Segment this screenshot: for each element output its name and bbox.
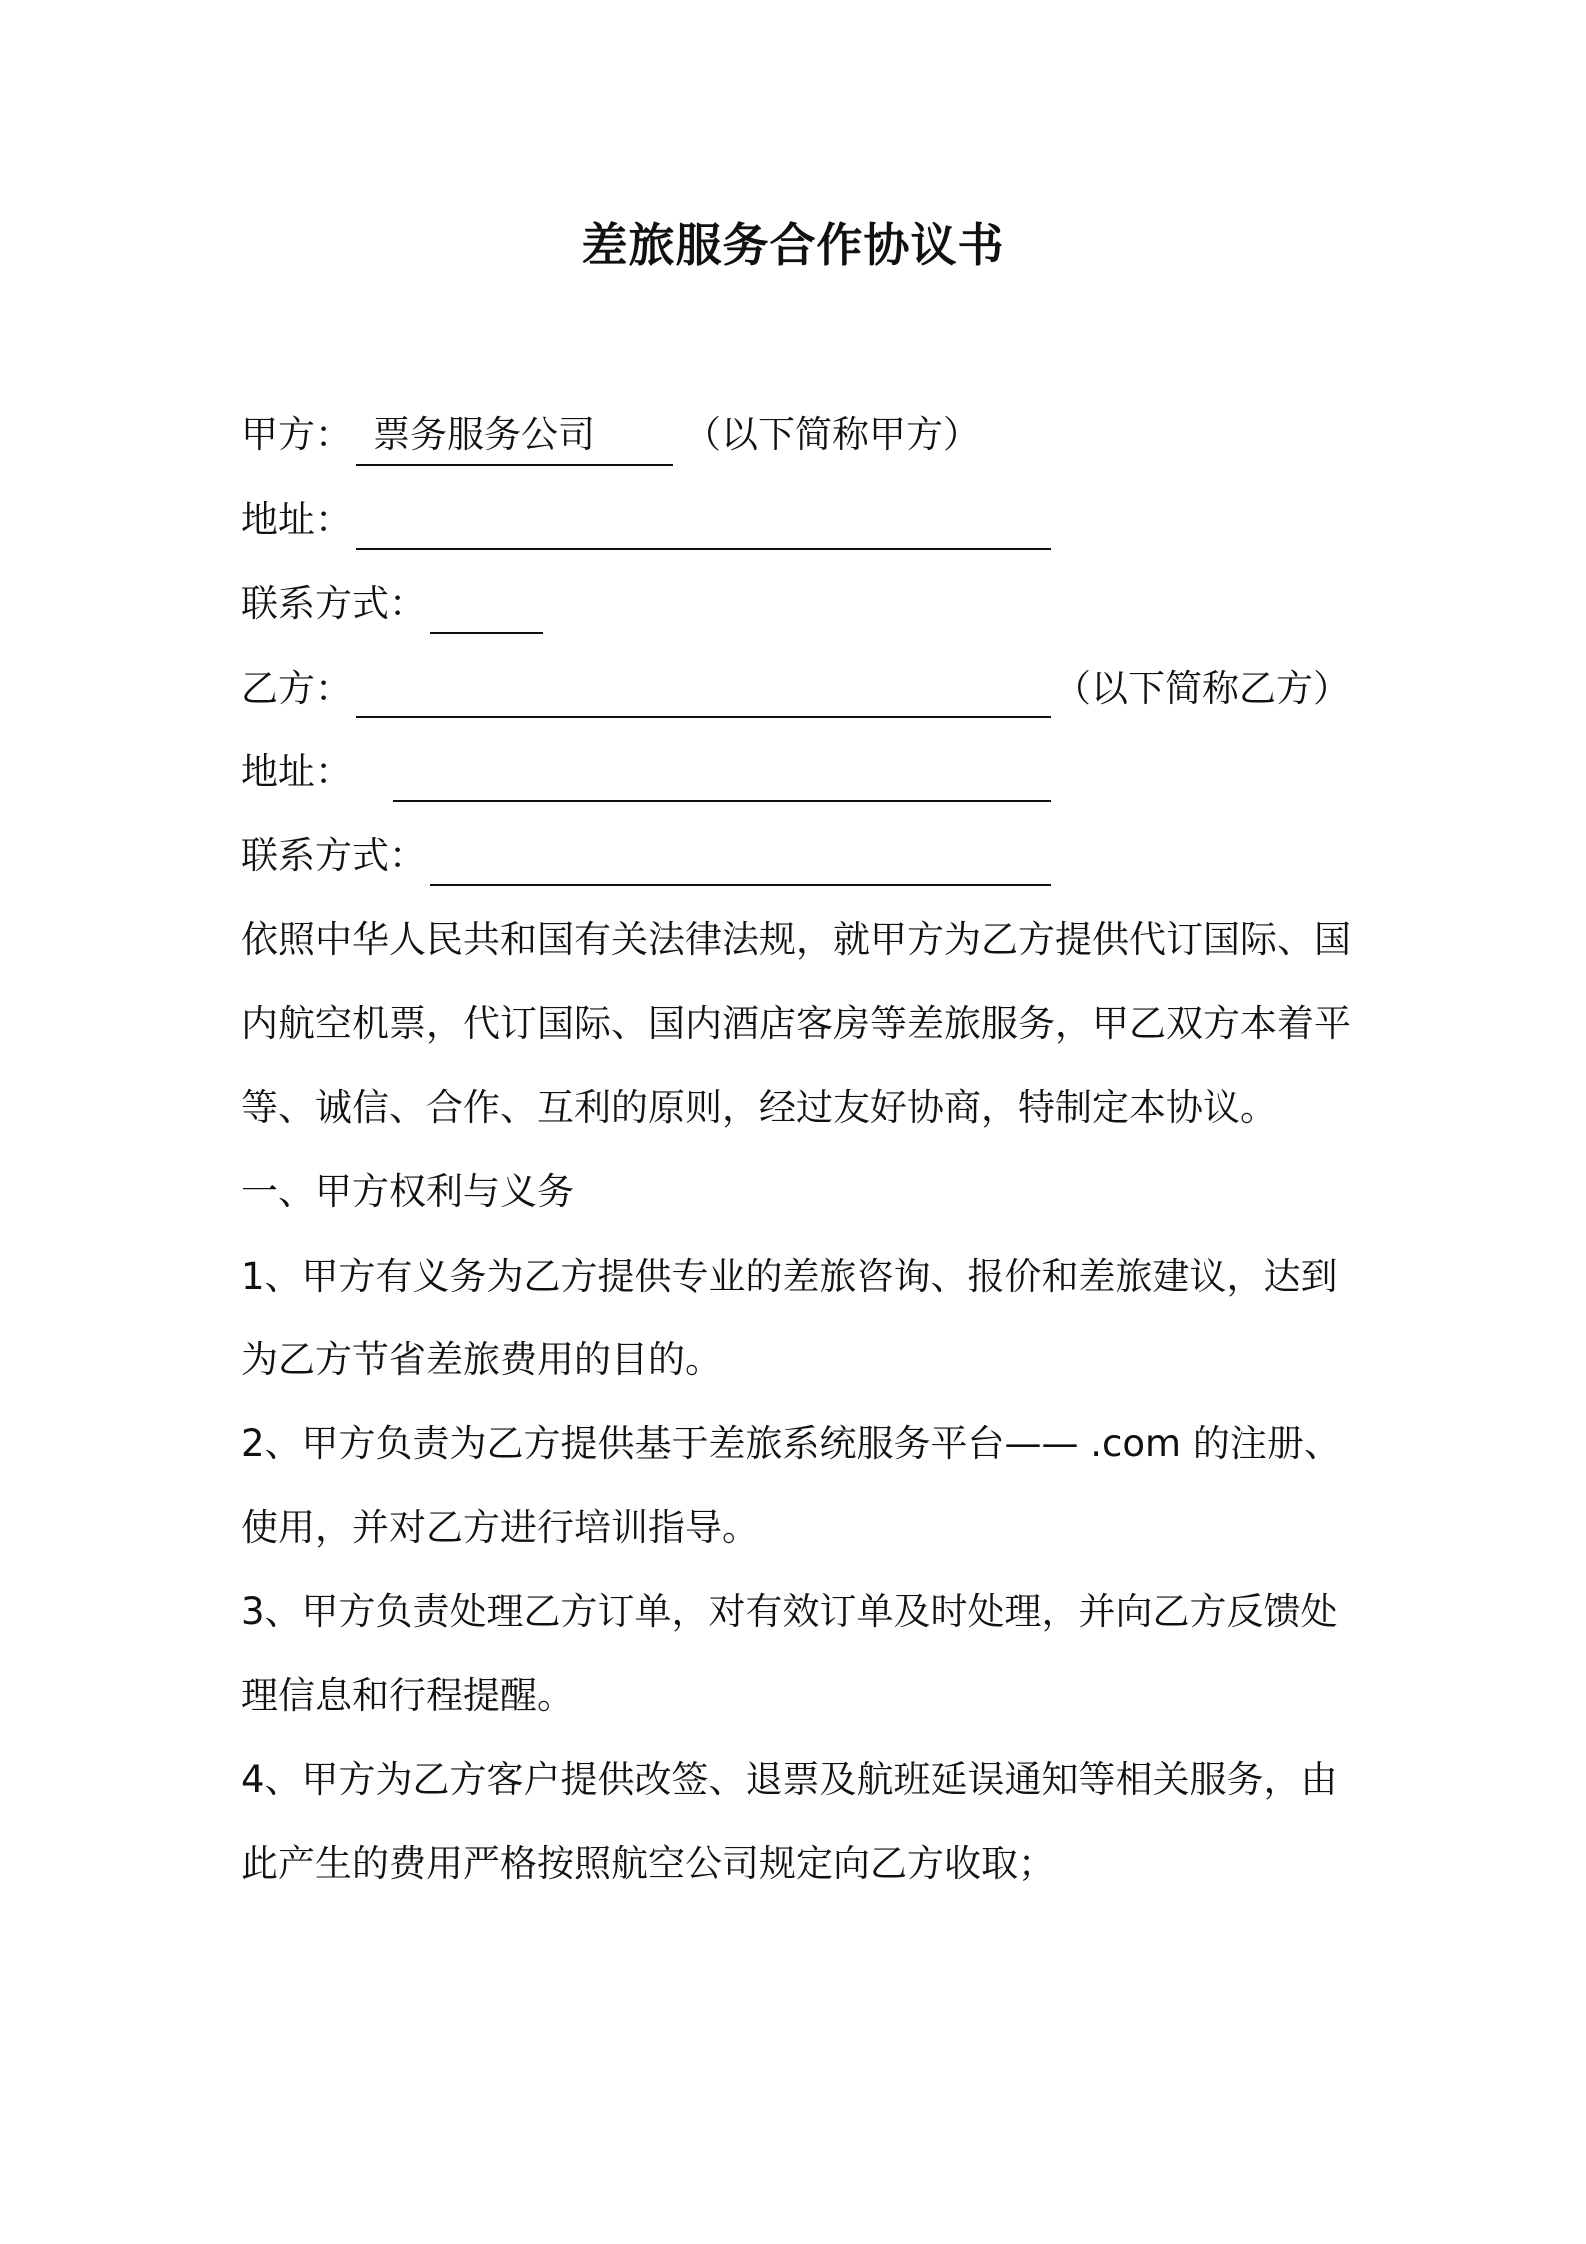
clause-line: 3、甲方负责处理乙方订单，对有效订单及时处理，并向乙方反馈处: [241, 1590, 1338, 1633]
party-b-note: （以下简称乙方）: [1054, 667, 1350, 710]
party-a-contact-label: 联系方式：: [241, 582, 426, 625]
clause-line: 使用，并对乙方进行培训指导。: [241, 1506, 759, 1549]
party-a-address-label: 地址：: [241, 498, 352, 541]
party-a-underline: [356, 464, 673, 466]
party-b-address-label: 地址：: [241, 750, 352, 793]
party-a-contact-underline: [430, 632, 543, 634]
clause-line: 1、甲方有义务为乙方提供专业的差旅咨询、报价和差旅建议，达到: [241, 1255, 1338, 1298]
party-b-address-underline: [393, 800, 1051, 802]
clause-line: 4、甲方为乙方客户提供改签、退票及航班延误通知等相关服务，由: [241, 1758, 1338, 1801]
clause-line: 为乙方节省差旅费用的目的。: [241, 1338, 722, 1381]
party-b-contact-label: 联系方式：: [241, 834, 426, 877]
intro-line: 依照中华人民共和国有关法律法规，就甲方为乙方提供代订国际、国: [241, 918, 1351, 961]
document-title: 差旅服务合作协议书: [581, 218, 1005, 272]
clause-line: 此产生的费用严格按照航空公司规定向乙方收取；: [241, 1842, 1055, 1885]
party-a-address-underline: [356, 548, 1051, 550]
party-b-label: 乙方：: [241, 667, 352, 710]
party-b-contact-underline: [430, 884, 1051, 886]
clause-line: 理信息和行程提醒。: [241, 1674, 574, 1717]
intro-line: 等、诚信、合作、互利的原则，经过友好协商，特制定本协议。: [241, 1086, 1277, 1129]
party-a-note: （以下简称甲方）: [684, 413, 980, 456]
clause-line: 2、甲方负责为乙方提供基于差旅系统服务平台—— .com 的注册、: [241, 1422, 1341, 1465]
section-heading: 一、甲方权利与义务: [241, 1170, 574, 1213]
party-a-name: 票务服务公司: [373, 413, 595, 456]
intro-line: 内航空机票，代订国际、国内酒店客房等差旅服务，甲乙双方本着平: [241, 1002, 1351, 1045]
party-a-label: 甲方：: [241, 413, 352, 456]
party-b-underline: [356, 716, 1051, 718]
